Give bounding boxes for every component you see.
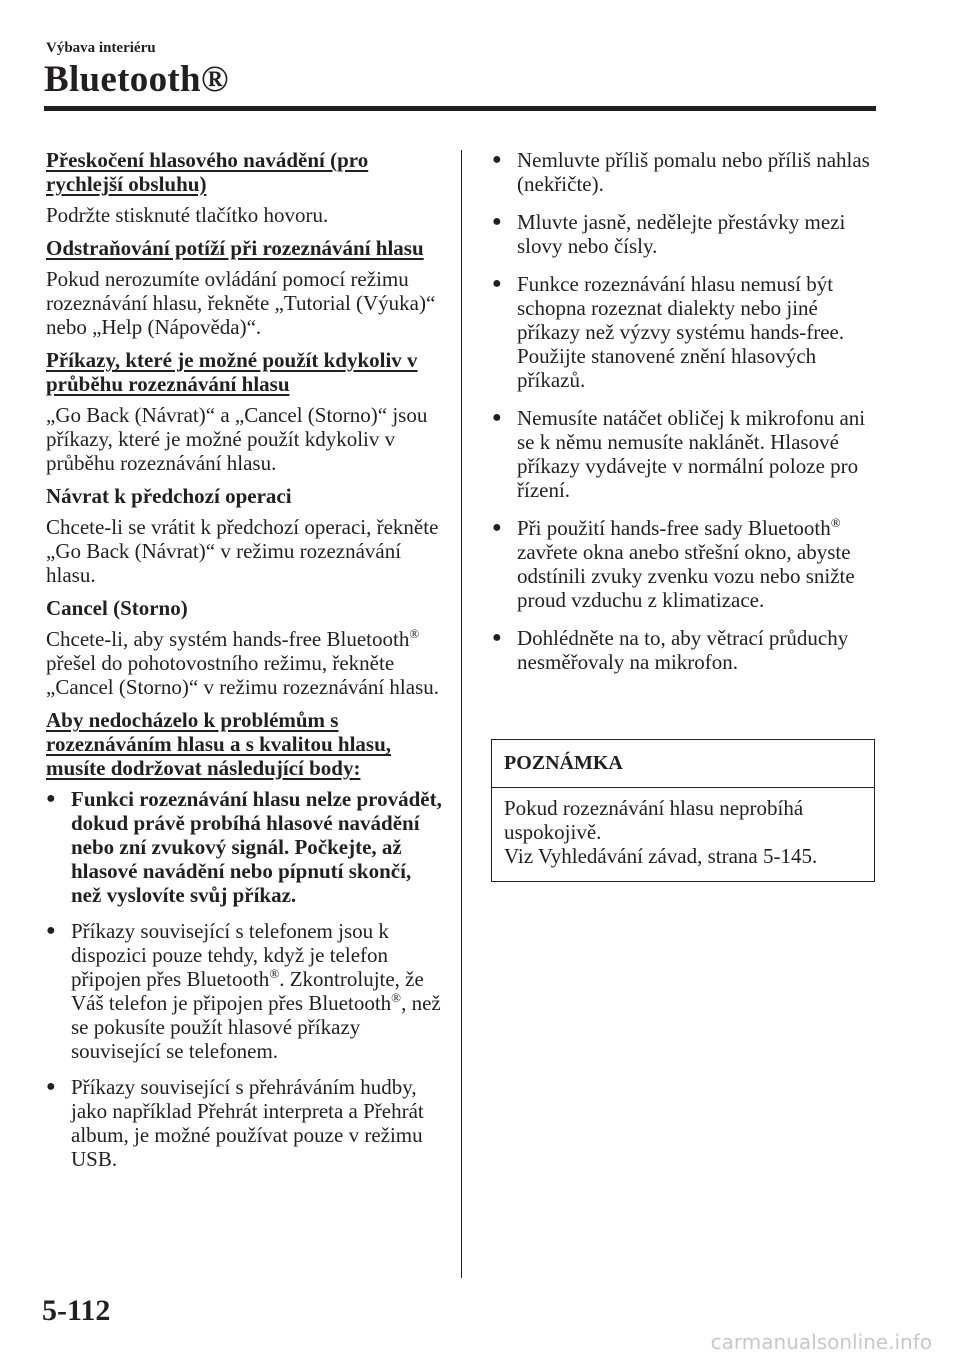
heading-skip-guidance: Přeskočení hlasového navádění (pro rychlejší obsluhu) (46, 148, 369, 196)
bullet-icon: ● (492, 409, 502, 426)
bullet-icon: ● (492, 275, 502, 292)
note-box (491, 739, 875, 882)
registered-mark: ® (409, 626, 420, 641)
list-item: ● Příkazy související s telefonem jsou k dispozici pouze tehdy, když je telefon připojen přes Bluetooth®. Zkontrolujte, že Váš telefon je připojen přes Bluetooth®, než se pokusíte použít hlasové příkazy související se telefonem. (46, 919, 441, 1063)
list-item: ● Funkce rozeznávání hlasu nemusí být schopna rozeznat dialekty nebo jiné příkazy než výzvy systému hands-free. Použijte stanovené znění hlasových příkazů. (492, 272, 845, 392)
paragraph-go-back: Chcete-li se vrátit k předchozí operaci, řekněte „Go Back (Návrat)“ v režimu rozeznávání hlasu. (46, 515, 439, 587)
page-number: 5-112 (42, 1294, 111, 1327)
bullet-icon: ● (492, 151, 502, 168)
list-item: ● Dohlédněte na to, aby větrací průduchy nesměřovaly na mikrofon. (492, 626, 849, 674)
bullet-list-right (492, 148, 877, 674)
list-item: ● Při použití hands-free sady Bluetooth® zavřete okna anebo střešní okno, abyste odstínili zvuky zvenku vozu nebo snižte proud vzduchu z klimatizace. (492, 515, 855, 612)
column-divider (461, 150, 462, 1278)
list-item: ● Mluvte jasně, nedělejte přestávky mezi slovy nebo čísly. (492, 210, 846, 258)
list-item: ● Nemluvte příliš pomalu nebo příliš nahlas (nekřičte). (492, 148, 870, 196)
paragraph-troubleshooting: Pokud nerozumíte ovládání pomocí režimu rozeznávání hlasu, řekněte „Tutorial (Výuka)“ nebo „Help (Nápověda)“. (46, 267, 436, 339)
note-title: POZNÁMKA (504, 752, 623, 774)
bullet-icon: ● (492, 629, 502, 646)
list-item: ● Funkci rozeznávání hlasu nelze provádět, dokud právě probíhá hlasové navádění nebo zní zvukový signál. Počkejte, až hlasové navádění nebo pípnutí skončí, než vyslovíte svůj příkaz. (46, 787, 442, 907)
bullet-list-left (46, 787, 446, 1171)
note-divider (492, 787, 874, 788)
paragraph-anytime-commands: „Go Back (Návrat)“ a „Cancel (Storno)“ jsou příkazy, které je možné použít kdykoliv v průběhu rozeznávání hlasu. (46, 403, 428, 475)
bullet-icon: ● (492, 213, 502, 230)
bullet-icon: ● (46, 922, 56, 939)
left-column (46, 148, 446, 1183)
heading-anytime-commands: Příkazy, které je možné použít kdykoliv v průběhu rozeznávání hlasu (46, 348, 418, 396)
list-item: ● Nemusíte natáčet obličej k mikrofonu ani se k němu nemusíte naklánět. Hlasové příkazy vydávejte v normální poloze pro řízení. (492, 406, 866, 502)
heading-cancel: Cancel (Storno) (46, 596, 188, 620)
note-text: Pokud rozeznávání hlasu neprobíhá uspokojivě. Viz Vyhledávání závad, strana 5-145. (504, 796, 818, 868)
heading-troubleshooting: Odstraňování potíží při rozeznávání hlasu (46, 236, 424, 260)
heading-go-back: Návrat k předchozí operaci (46, 484, 292, 508)
page-title: Bluetooth® (44, 59, 229, 100)
bullet-icon: ● (46, 1078, 56, 1095)
paragraph-skip-guidance: Podržte stisknuté tlačítko hovoru. (46, 203, 329, 227)
section-title: Výbava interiéru (46, 40, 156, 56)
heading-avoid-problems: Aby nedocházelo k problémům s rozeznáváním hlasu a s kvalitou hlasu, musíte dodržovat následující body: (46, 708, 392, 780)
watermark: carmanualsonline.info (710, 1330, 932, 1354)
bullet-icon: ● (492, 519, 502, 536)
paragraph-cancel: Chcete-li, aby systém hands-free Bluetooth® přešel do pohotovostního režimu, řekněte „Cancel (Storno)“ v režimu rozeznávání hlasu. (46, 626, 440, 699)
list-item: ● Příkazy související s přehráváním hudby, jako například Přehrát interpreta a Přehrát album, je možné používat pouze v režimu USB. (46, 1075, 424, 1171)
header-rule (44, 106, 876, 111)
right-column (492, 148, 877, 688)
bullet-icon: ● (46, 790, 56, 807)
